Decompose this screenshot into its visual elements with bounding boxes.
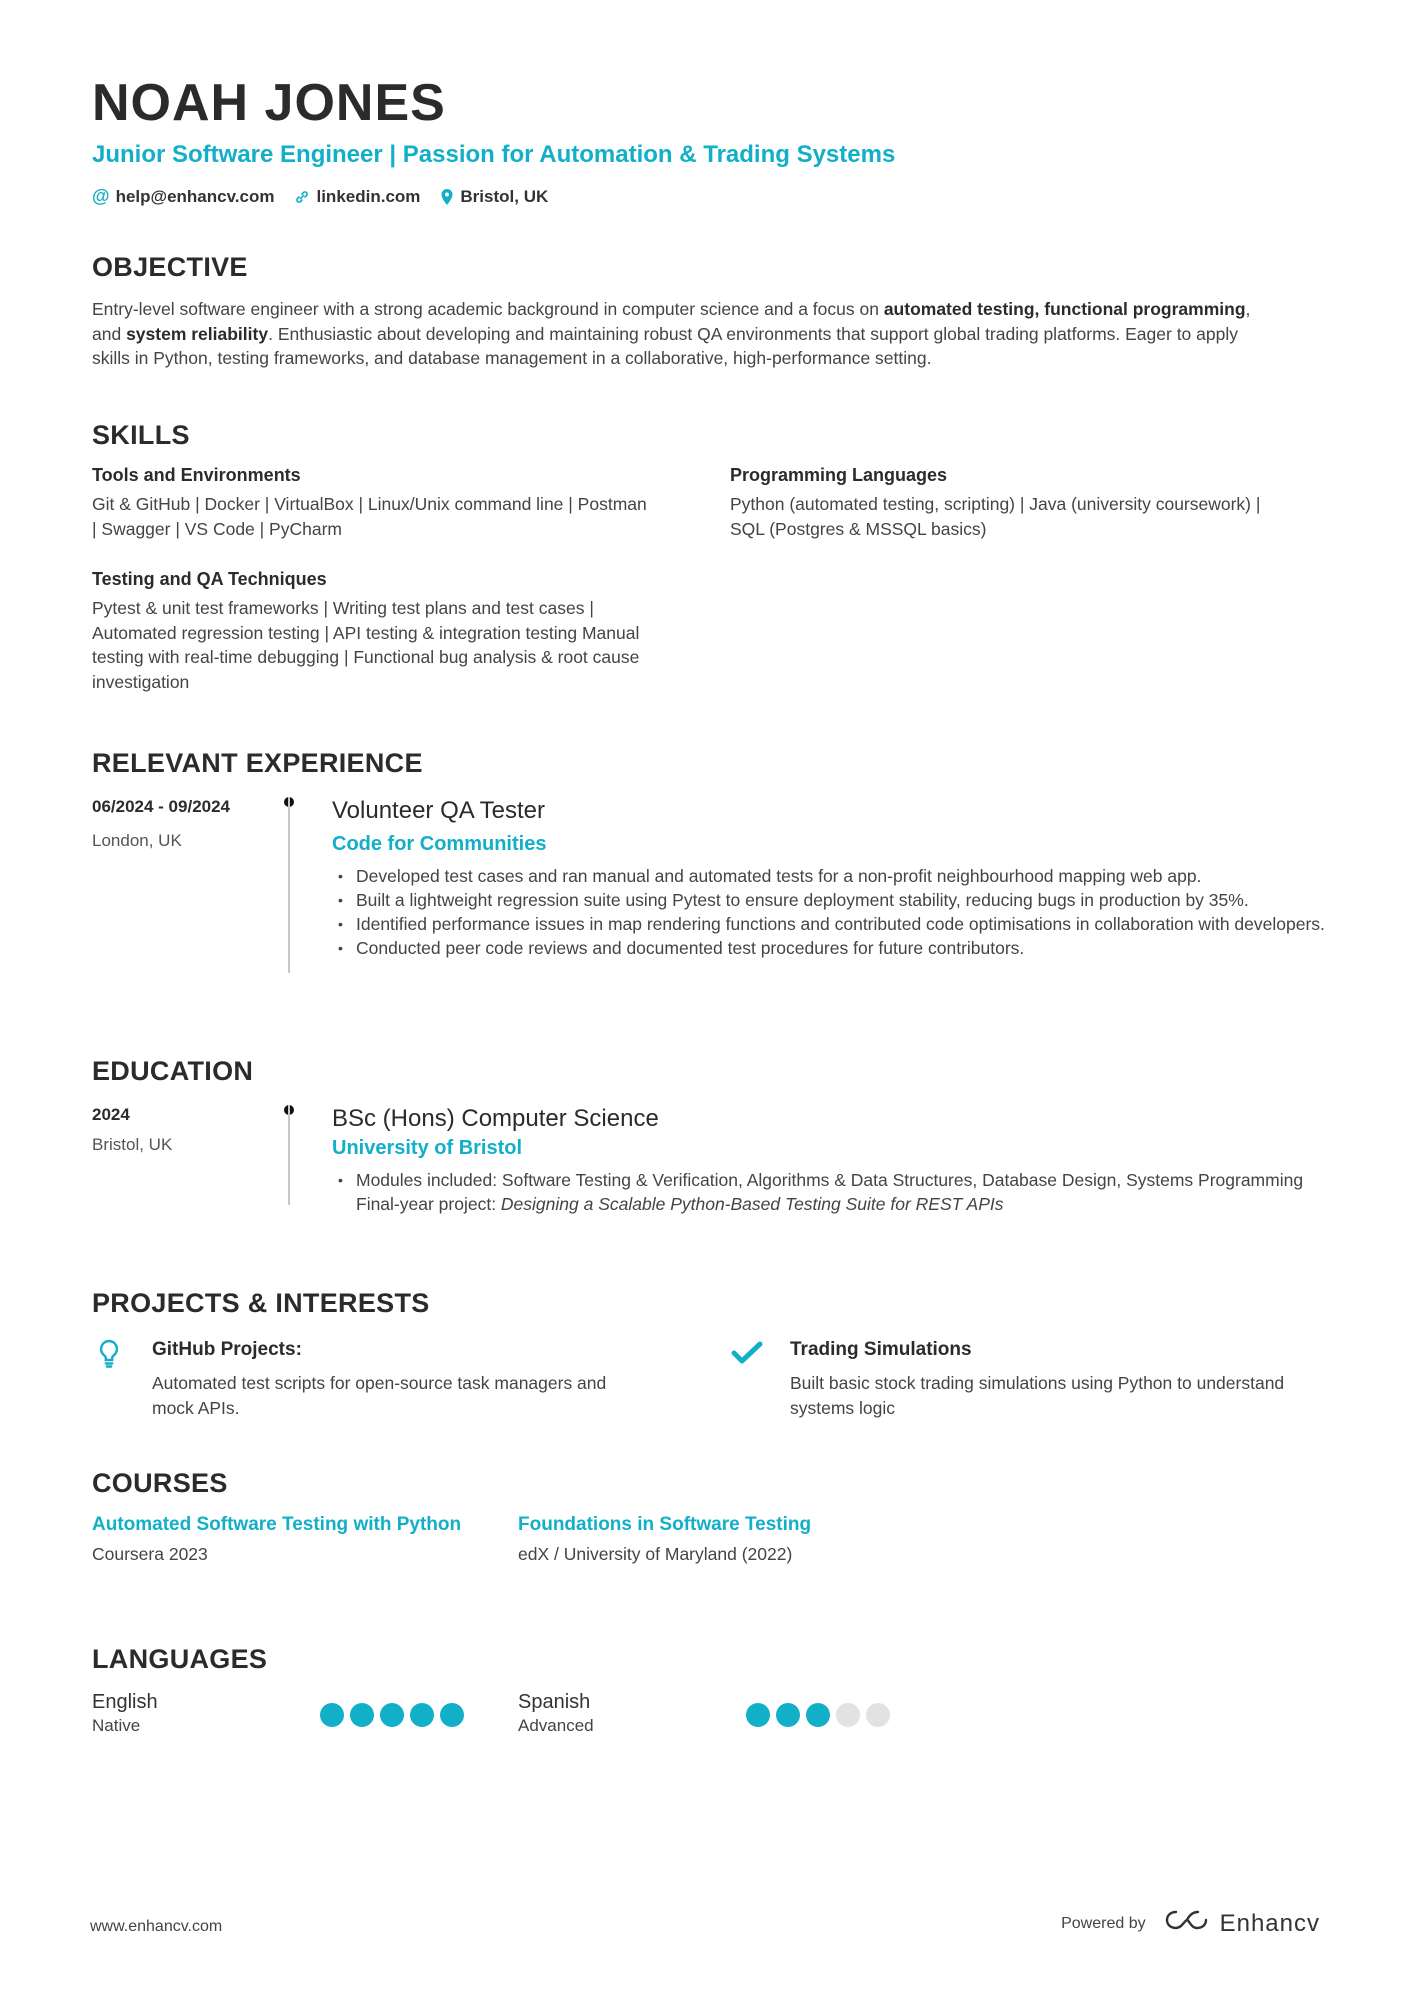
list-item: • Conducted peer code reviews and documented test procedures for future contributors. [332, 936, 1332, 960]
skill-group-title: Tools and Environments [92, 465, 301, 485]
course-provider: Coursera 2023 [92, 1543, 208, 1564]
education-school: University of Bristol [332, 1137, 523, 1159]
languages-title: LANGUAGES [92, 1644, 268, 1674]
objective-section [92, 252, 1332, 371]
powered-by-text: Powered by [1061, 1914, 1146, 1932]
experience-dates: 06/2024 - 09/2024 [92, 797, 231, 816]
skill-group-title: Programming Languages [730, 465, 948, 485]
education-meta [92, 1105, 282, 1155]
project-desc: Built basic stock trading simulations using Python to understand systems logic [790, 1373, 1285, 1418]
languages-grid [92, 1691, 1332, 1751]
skills-title: SKILLS [92, 420, 190, 450]
education-year: 2024 [92, 1105, 130, 1124]
objective-title: OBJECTIVE [92, 252, 248, 282]
courses-title: COURSES [92, 1468, 228, 1498]
infinity-logo-icon [1164, 1908, 1210, 1939]
footer [90, 1908, 1320, 1948]
contact-location [440, 186, 548, 207]
language-rating [746, 1703, 890, 1727]
footer-url[interactable]: www.enhancv.com [90, 1918, 223, 1935]
candidate-headline: Junior Software Engineer | Passion for Automation & Trading Systems [92, 141, 896, 168]
skill-group-text: Pytest & unit test frameworks | Writing test plans and test cases | Automated regression testing | API testing & integration testing Manual testing with real-time debugging | Functional bug analysis & root cause investigation [92, 598, 640, 692]
projects-grid [92, 1337, 1332, 1447]
language-rating [320, 1703, 464, 1727]
projects-title: PROJECTS & INTERESTS [92, 1288, 430, 1318]
rating-dot-filled [776, 1703, 800, 1727]
skill-group-text: Python (automated testing, scripting) | Java (university coursework) | SQL (Postgres & MSSQL basics) [730, 494, 1261, 539]
courses-section [92, 1468, 1332, 1603]
experience-org: Code for Communities [332, 833, 547, 855]
education-degree: BSc (Hons) Computer Science [332, 1105, 659, 1132]
objective-text: Entry-level software engineer with a strong academic background in computer science and a focus on automated testing, functional programming, and system reliability. Enthusiastic about developing and maintaining robust QA environments that support global trading platforms. Eager to apply skills in Python, testing frameworks, and database management in a collaborative, high-performance setting. [92, 299, 1251, 368]
language-item [92, 1691, 492, 1736]
skills-section [92, 420, 1332, 705]
location-pin-icon [440, 188, 454, 206]
checkmark-icon [730, 1337, 764, 1371]
course-title: Automated Software Testing with Python [92, 1514, 462, 1535]
skill-group-text: Git & GitHub | Docker | VirtualBox | Linux/Unix command line | Postman | Swagger | VS Code | PyCharm [92, 494, 647, 539]
email-text: help@enhancv.com [115, 186, 275, 206]
resume-content [92, 72, 1332, 1735]
projects-section [92, 1288, 1332, 1447]
skill-group-title: Testing and QA Techniques [92, 569, 327, 589]
course-item [518, 1513, 898, 1565]
experience-details [332, 797, 1332, 960]
language-name: English [92, 1691, 158, 1713]
skill-group-testing [92, 569, 652, 694]
linkedin-text: linkedin.com [316, 186, 421, 206]
contact-email[interactable] [92, 186, 274, 207]
language-level: Native [92, 1716, 141, 1735]
course-title: Foundations in Software Testing [518, 1514, 812, 1535]
rating-dot-filled [440, 1703, 464, 1727]
experience-meta [92, 797, 282, 851]
course-item [92, 1513, 462, 1565]
education-title: EDUCATION [92, 1056, 254, 1086]
contact-linkedin[interactable] [294, 186, 420, 207]
experience-location: London, UK [92, 831, 182, 850]
experience-bullets [332, 864, 1332, 960]
list-item: • Developed test cases and ran manual and automated tests for a non-profit neighbourhood mapping web app. [332, 864, 1332, 888]
skill-group-languages [730, 465, 1290, 541]
lightbulb-icon [92, 1337, 126, 1371]
experience-title: RELEVANT EXPERIENCE [92, 748, 423, 778]
education-section [92, 1056, 1332, 1214]
link-icon [294, 189, 310, 205]
rating-dot-filled [746, 1703, 770, 1727]
rating-dot-filled [410, 1703, 434, 1727]
rating-dot-empty [836, 1703, 860, 1727]
rating-dot-filled [320, 1703, 344, 1727]
location-text: Bristol, UK [460, 186, 549, 206]
timeline-line [288, 797, 290, 973]
education-location: Bristol, UK [92, 1135, 173, 1154]
list-item: • Modules included: Software Testing & Verification, Algorithms & Data Structures, Database Design, Systems Programming [332, 1168, 1332, 1192]
experience-role: Volunteer QA Tester [332, 797, 546, 824]
timeline-line [288, 1105, 290, 1205]
experience-section [92, 748, 1332, 958]
language-item [518, 1691, 918, 1736]
project-title: Trading Simulations [790, 1339, 972, 1360]
rating-dot-filled [380, 1703, 404, 1727]
contact-row [92, 186, 1332, 207]
education-bullets [332, 1168, 1332, 1216]
language-level: Advanced [518, 1716, 594, 1735]
courses-grid [92, 1513, 1332, 1603]
languages-section [92, 1644, 1332, 1751]
footer-brand-block [1061, 1908, 1320, 1939]
rating-dot-empty [866, 1703, 890, 1727]
language-name: Spanish [518, 1691, 591, 1713]
list-item: • Identified performance issues in map rendering functions and contributed code optimisations in collaboration with developers. [332, 912, 1332, 936]
candidate-name: NOAH JONES [92, 74, 446, 132]
education-details [332, 1105, 1332, 1216]
enhancv-logo[interactable] [1164, 1908, 1320, 1939]
skills-grid [92, 465, 1332, 705]
rating-dot-filled [350, 1703, 374, 1727]
rating-dot-filled [806, 1703, 830, 1727]
skill-group-tools [92, 465, 652, 541]
list-item: • Built a lightweight regression suite using Pytest to ensure deployment stability, reducing bugs in production by 35%. [332, 888, 1332, 912]
final-year-project: Final-year project: Designing a Scalable Python-Based Testing Suite for REST APIs [356, 1194, 1004, 1214]
brand-name: Enhancv [1219, 1909, 1320, 1937]
at-sign-icon: @ [92, 186, 110, 206]
course-provider: edX / University of Maryland (2022) [518, 1543, 793, 1564]
project-title: GitHub Projects: [152, 1339, 302, 1360]
project-desc: Automated test scripts for open-source task managers and mock APIs. [152, 1373, 607, 1418]
